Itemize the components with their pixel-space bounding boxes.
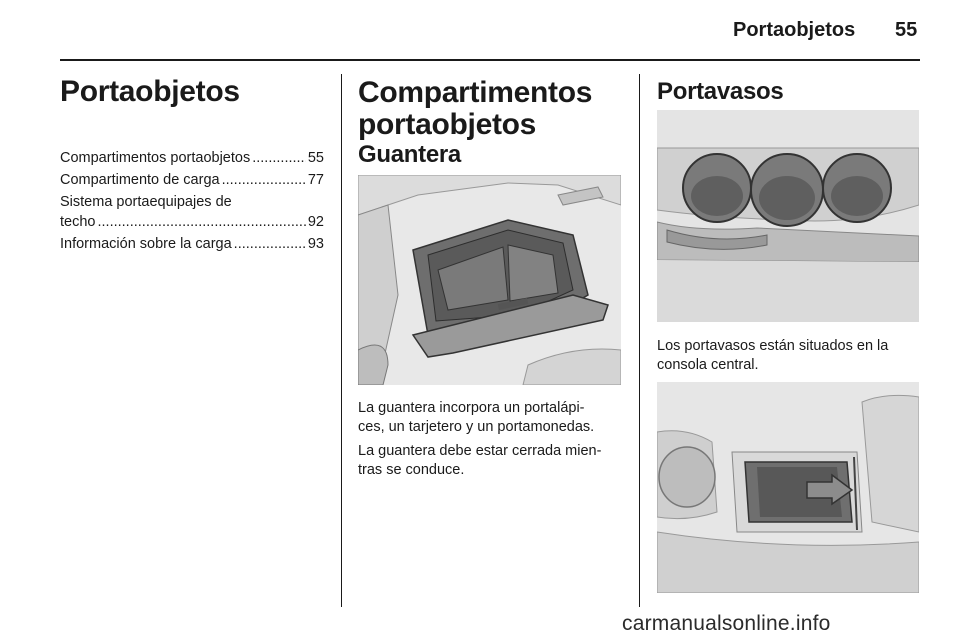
header-rule: [60, 59, 920, 61]
page-number: 55: [895, 19, 918, 41]
cupholder-drawing: [657, 110, 919, 322]
glovebox-illustration: [358, 175, 621, 385]
toc-entry[interactable]: Sistema portaequipajes de techo ..... 92: [60, 192, 324, 232]
toc-entry[interactable]: Compartimento de carga ..... 77: [60, 170, 324, 190]
glovebox-drawing: [358, 175, 621, 385]
section-title-compartimentos: Compartimentos portaobjetos: [358, 76, 593, 141]
watermark: carmanualsonline.info: [622, 612, 831, 635]
toc-entry[interactable]: Información sobre la carga ..... 93: [60, 234, 324, 254]
rear-cupholder-illustration: [657, 382, 919, 593]
column-divider-2: [639, 74, 640, 607]
section-title: Portaobjetos: [60, 75, 240, 108]
cupholder-illustration: [657, 110, 919, 322]
column-divider-1: [341, 74, 342, 607]
subsection-title-guantera: Guantera: [358, 141, 461, 168]
table-of-contents: [60, 148, 324, 256]
cupholder-description: Los portavasos están situados en la consola central.: [657, 338, 889, 373]
toc-entry[interactable]: Compartimentos portaobjetos ..... 55: [60, 148, 324, 168]
running-header-title: Portaobjetos: [733, 19, 856, 41]
rear-cupholder-drawing: [657, 382, 919, 593]
glovebox-description: La guantera incorpora un portalápi- ces, un tarjetero y un portamonedas. La guantera debe estar cerrada mien- tras se conduce.: [358, 400, 602, 478]
section-title-portavasos: Portavasos: [657, 78, 784, 105]
